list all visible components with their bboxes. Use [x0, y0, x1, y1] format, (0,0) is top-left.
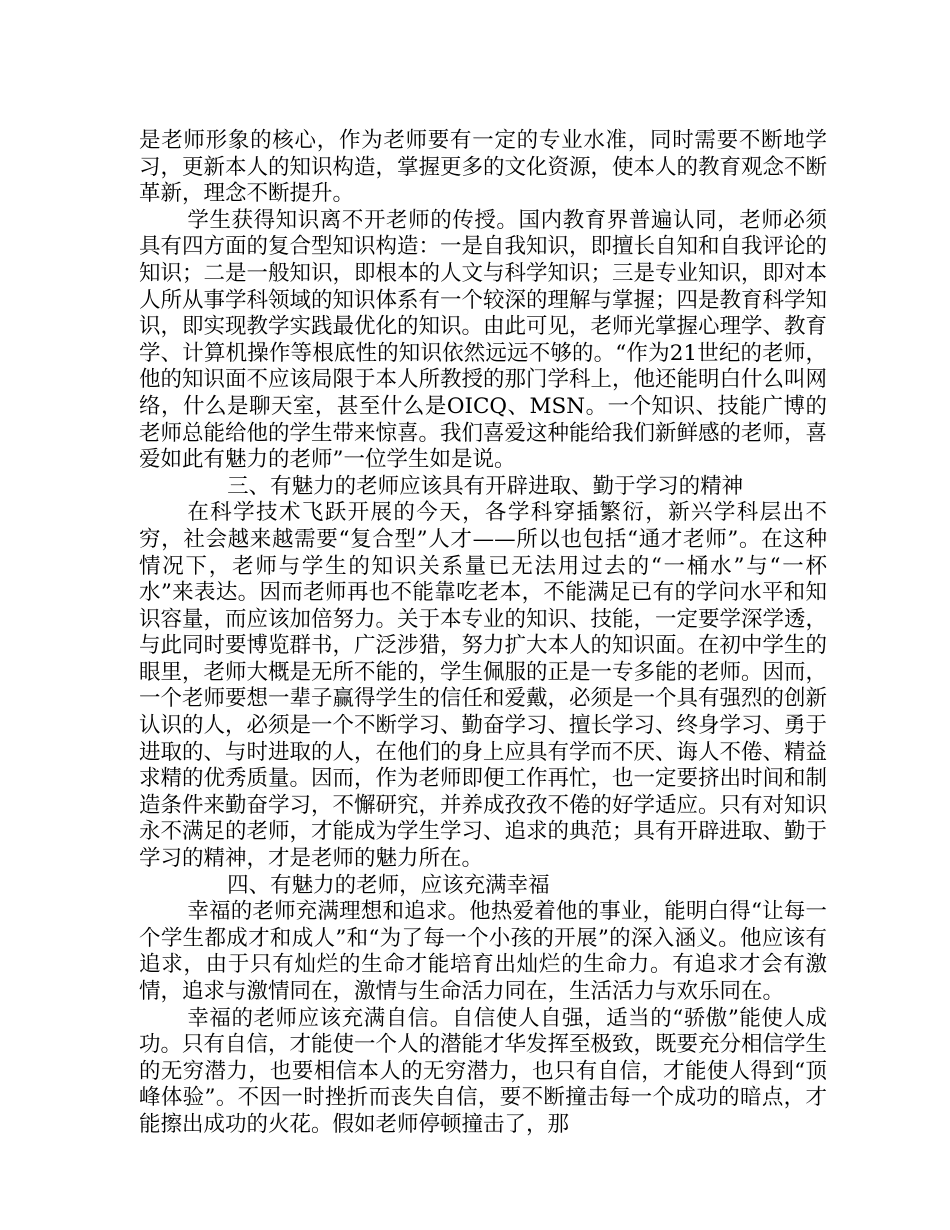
document-page	[139, 128, 827, 1139]
paragraph-happiness: 幸福的老师充满理想和追求。他热爱着他的事业，能明白得“让每一个学生都成才和成人”和“为了每一个小孩的开展”的深入涵义。他应该有追求，由于只有灿烂的生命才能培育出灿烂的生命力。有追求才会有激情，追求与激情同在，激情与生命活力同在，生活活力与欢乐同在。	[139, 899, 827, 1004]
paragraph-confidence: 幸福的老师应该充满自信。自信使人自强，适当的“骄傲”能使人成功。只有自信，才能使一个人的潜能才华发挥至极致，既要充分相信学生的无穷潜力，也要相信本人的无穷潜力，也只有自信，才能使人得到“顶峰体验”。不因一时挫折而丧失自信，要不断撞击每一个成功的暗点，才能擦出成功的火花。假如老师停顿撞击了，那	[139, 1005, 828, 1137]
section-heading-four: 四、有魅力的老师，应该充满幸福	[227, 872, 550, 898]
section-heading-three: 三、有魅力的老师应该具有开辟进取、勤于学习的精神	[227, 473, 744, 499]
paragraph-learning-spirit: 在科学技术飞跃开展的今天，各学科穿插繁衍，新兴学科层出不穷，社会越来越需要“复合型”人才——所以也包括“通才老师”。在这种情况下，老师与学生的知识关系量已无法用过去的“一桶水”与“一杯水”来表达。因而老师再也不能靠吃老本，不能满足已有的学问水平和知识容量，而应该加倍努力。关于本专业的知识、技能，一定要学深学透，与此同时要博览群书，广泛涉猎，努力扩大本人的知识面。在初中学生的眼里，老师大概是无所不能的，学生佩服的正是一专多能的老师。因而，一个老师要想一辈子赢得学生的信任和爱戴，必须是一个具有强烈的创新认识的人，必须是一个不断学习、勤奋学习、擅长学习、终身学习、勇于进取的、与时进取的人，在他们的身上应具有学而不厌、诲人不倦、精益求精的优秀质量。因而，作为老师即便工作再忙，也一定要挤出时间和制造条件来勤奋学习，不懈研究，并养成孜孜不倦的好学适应。只有对知识永不满足的老师，才能成为学生学习、追求的典范；具有开辟进取、勤于学习的精神，才是老师的魅力所在。	[139, 500, 828, 872]
paragraph-teacher-knowledge: 学生获得知识离不开老师的传授。国内教育界普遍认同，老师必须具有四方面的复合型知识构造：一是自我知识，即擅长自知和自我评论的知识；二是一般知识，即根本的人文与科学知识；三是专业知识，即对本人所从事学科领域的知识体系有一个较深的理解与掌握；四是教育科学知识，即实现教学实践最优化的知识。由此可见，老师光掌握心理学、教育学、计算机操作等根底性的知识依然远远不够的。“作为21世纪的老师，他的知识面不应该局限于本人所教授的那门学科上，他还能明白什么叫网络，什么是聊天室，甚至什么是OICQ、MSN。一个知识、技能广博的老师总能给他的学生带来惊喜。我们喜爱这种能给我们新鲜感的老师，喜爱如此有魅力的老师”一位学生如是说。	[139, 207, 828, 473]
paragraph-continued: 是老师形象的核心，作为老师要有一定的专业水准，同时需要不断地学习，更新本人的知识构造，掌握更多的文化资源，使本人的教育观念不断革新，理念不断提升。	[139, 128, 828, 207]
